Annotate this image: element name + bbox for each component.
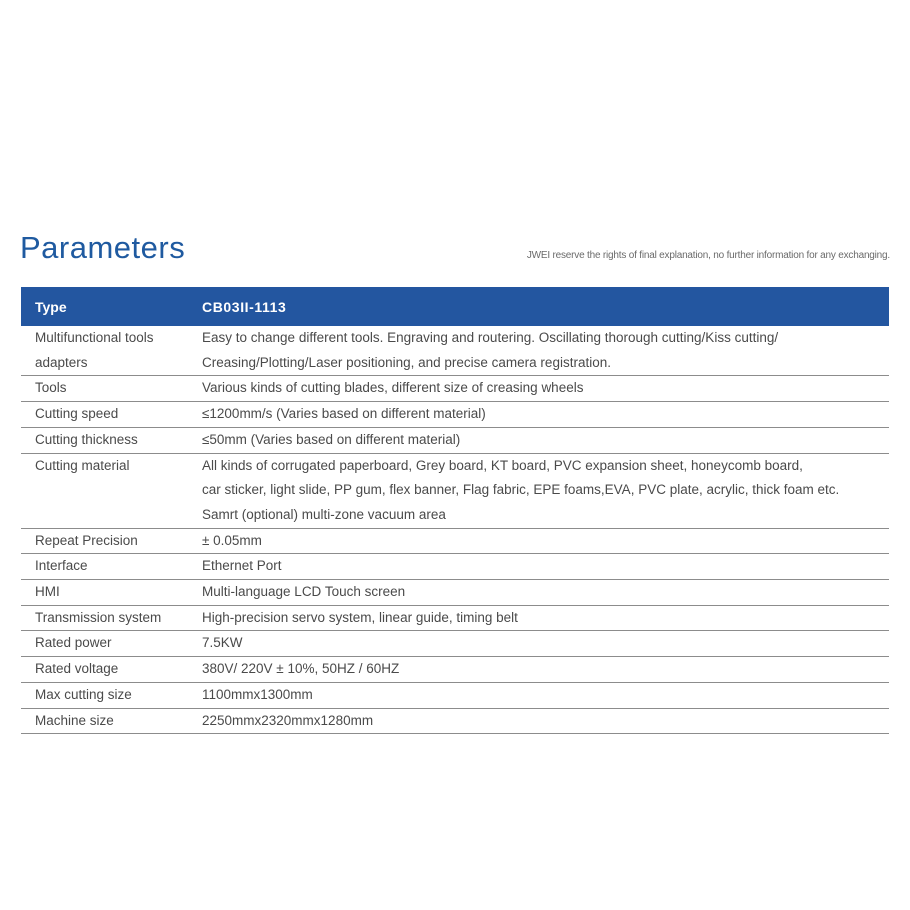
row-value-line: 2250mmx2320mmx1280mm bbox=[202, 712, 374, 728]
table-row bbox=[21, 657, 889, 683]
row-label-line: Cutting material bbox=[35, 457, 130, 473]
row-label bbox=[21, 402, 202, 427]
row-value bbox=[202, 554, 889, 579]
header-model: CB03II-1113 bbox=[202, 298, 287, 315]
table-row bbox=[21, 428, 889, 454]
table-row bbox=[21, 376, 889, 402]
row-label bbox=[21, 554, 202, 579]
header-label: Type bbox=[35, 298, 67, 315]
table-row bbox=[21, 554, 889, 580]
row-label-line: Rated voltage bbox=[35, 661, 119, 677]
row-label bbox=[21, 529, 202, 554]
row-label-line: Machine size bbox=[35, 712, 114, 728]
row-label-line: Repeat Precision bbox=[35, 532, 138, 548]
row-value-line: car sticker, light slide, PP gum, flex banner, Flag fabric, EPE foams,EVA, PVC plate, acrylic, thick foam etc. bbox=[202, 482, 840, 498]
row-value bbox=[202, 529, 889, 554]
table-row bbox=[21, 631, 889, 657]
row-value-line: Samrt (optional) multi-zone vacuum area bbox=[202, 506, 446, 522]
row-value bbox=[202, 376, 889, 401]
table-row bbox=[21, 606, 889, 632]
table-row bbox=[21, 454, 889, 529]
row-label-line: Transmission system bbox=[35, 609, 162, 625]
row-value bbox=[202, 631, 889, 656]
row-value bbox=[202, 606, 889, 631]
row-label-line: Tools bbox=[35, 380, 67, 396]
table-row bbox=[21, 529, 889, 555]
row-value bbox=[202, 428, 889, 453]
table-header bbox=[21, 287, 889, 326]
row-label bbox=[21, 580, 202, 605]
row-value-line: 380V/ 220V ± 10%, 50HZ / 60HZ bbox=[202, 661, 400, 677]
row-label bbox=[21, 683, 202, 708]
row-label-line: Cutting speed bbox=[35, 406, 119, 422]
row-label bbox=[21, 606, 202, 631]
row-value-line: Various kinds of cutting blades, different size of creasing wheels bbox=[202, 380, 584, 396]
row-value-line: All kinds of corrugated paperboard, Grey board, KT board, PVC expansion sheet, honeycomb board, bbox=[202, 457, 803, 473]
row-value-line: ± 0.05mm bbox=[202, 532, 262, 548]
row-value-line: 1100mmx1300mm bbox=[202, 686, 313, 702]
row-value bbox=[202, 683, 889, 708]
parameters-table bbox=[21, 287, 889, 734]
row-label-line: Multifunctional tools bbox=[35, 330, 154, 345]
page-title: Parameters bbox=[20, 230, 186, 265]
row-value bbox=[202, 657, 889, 682]
row-value-line: High-precision servo system, linear guide, timing belt bbox=[202, 609, 518, 625]
table-body bbox=[21, 326, 889, 734]
table-row bbox=[21, 580, 889, 606]
table-row bbox=[21, 326, 889, 376]
row-value bbox=[202, 454, 889, 528]
table-row bbox=[21, 402, 889, 428]
row-value bbox=[202, 326, 889, 375]
row-value bbox=[202, 402, 889, 427]
row-value-line: Creasing/Plotting/Laser positioning, and precise camera registration. bbox=[202, 354, 611, 370]
row-label-line: adapters bbox=[35, 354, 88, 370]
table-row bbox=[21, 709, 889, 735]
row-label bbox=[21, 709, 202, 734]
row-value-line: ≤1200mm/s (Varies based on different material) bbox=[202, 406, 486, 422]
row-label bbox=[21, 326, 202, 375]
row-value bbox=[202, 709, 889, 734]
row-value-line: ≤50mm (Varies based on different material) bbox=[202, 431, 461, 447]
row-label bbox=[21, 657, 202, 682]
row-value-line: 7.5KW bbox=[202, 635, 243, 651]
row-label-line: Interface bbox=[35, 558, 88, 574]
row-label-line: Cutting thickness bbox=[35, 431, 138, 447]
row-value-line: Ethernet Port bbox=[202, 558, 282, 574]
row-label-line: Max cutting size bbox=[35, 686, 132, 702]
row-label-line: HMI bbox=[35, 584, 60, 600]
row-label bbox=[21, 428, 202, 453]
table-row bbox=[21, 683, 889, 709]
row-label bbox=[21, 454, 202, 528]
row-label bbox=[21, 631, 202, 656]
row-label-line: Rated power bbox=[35, 635, 112, 651]
row-value bbox=[202, 580, 889, 605]
row-value-line: Multi-language LCD Touch screen bbox=[202, 584, 406, 600]
row-label bbox=[21, 376, 202, 401]
disclaimer-text: JWEI reserve the rights of final explanation, no further information for any exchanging. bbox=[526, 250, 890, 261]
row-value-line: Easy to change different tools. Engraving and routering. Oscillating thorough cutting/Kiss cutting/ bbox=[202, 330, 779, 345]
